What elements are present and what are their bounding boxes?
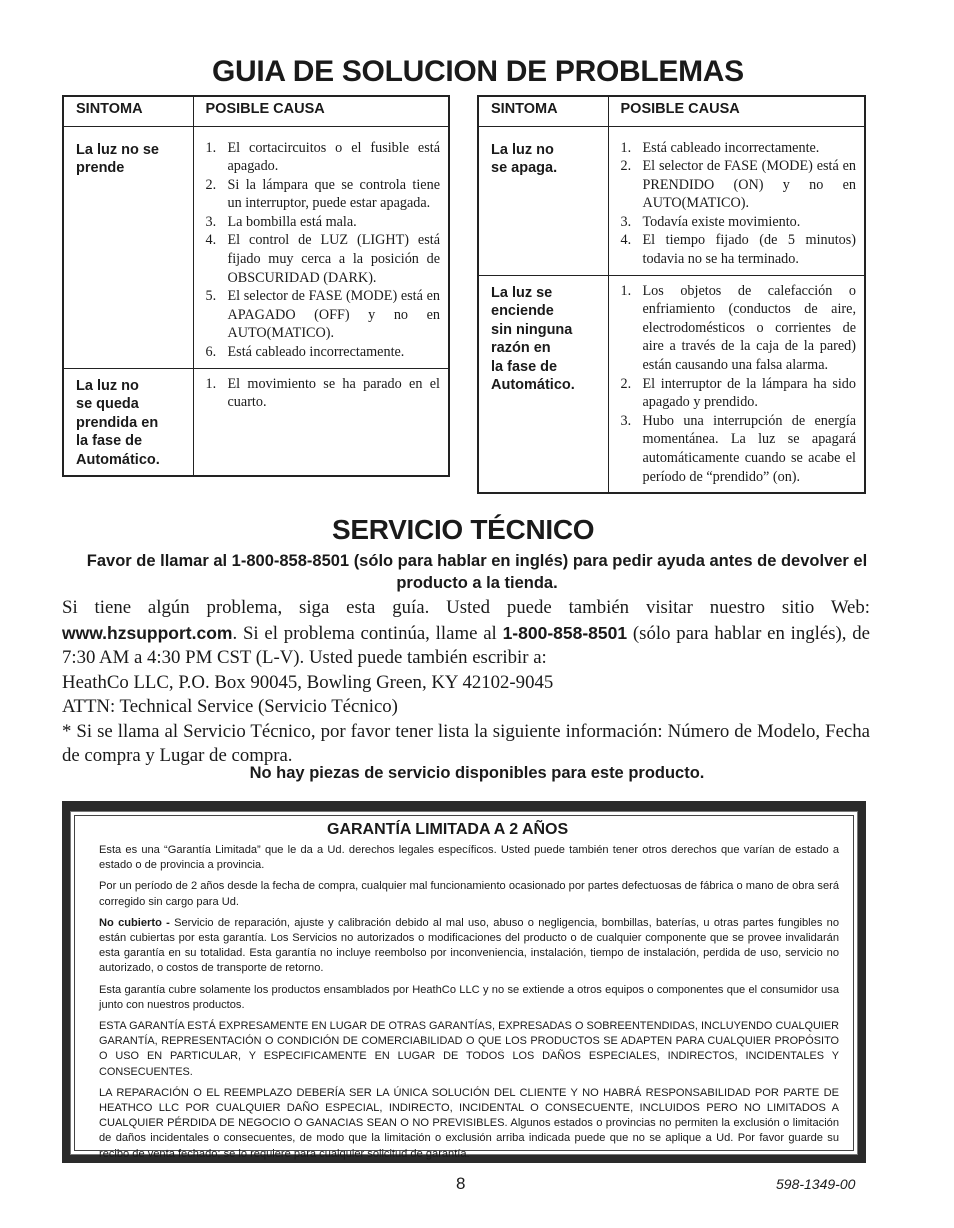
cause-number: 4.	[620, 232, 632, 249]
causes-list	[621, 139, 857, 269]
not-covered-text: Servicio de reparación, ajuste y calibración debido al mal uso, abuso o negligencia, bombillas, baterías, u otras partes fungibles no están cubiertas por esta garantía. Los Servicios no autorizados o modificaciones del producto o de cualquier componente que se provee invalidarán esta garantía en su totalidad. Esta garantía no incluye reembolso por inconveniencia, instalación, tiempo de instalación, perdida de uso, servicio no autorizado, o costos de transporte de retorno.	[99, 916, 839, 975]
cause-number: 2.	[205, 176, 217, 193]
phone-number: 1-800-858-8501	[502, 622, 628, 643]
cause-item	[621, 213, 857, 232]
service-attn: ATTN: Technical Service (Servicio Técnico)	[62, 696, 398, 717]
symptom-cell: La luz se enciende sin ninguna razón en la fase de Automático.	[478, 275, 608, 493]
cause-text: Está cableado incorrectamente.	[642, 139, 820, 156]
cause-text: El selector de FASE (MODE) está en PRENDIDO (ON) y no en AUTO(MATICO).	[642, 158, 856, 212]
cause-text: Está cableado incorrectamente.	[227, 344, 405, 361]
causes-cell	[608, 275, 865, 493]
page-title: GUIA DE SOLUCION DE PROBLEMAS	[212, 55, 744, 88]
warranty-title: GARANTÍA LIMITADA A 2 AÑOS	[327, 821, 569, 838]
table-row	[478, 275, 865, 493]
warranty-paragraph: Esta garantía cubre solamente los productos ensamblados por HeathCo LLC y no se extiende a otros equipos o componentes que el consumidor usa junto con nuestros productos.	[99, 983, 839, 1011]
warranty-body	[99, 843, 839, 1168]
cause-item	[206, 287, 441, 343]
cause-number: 5.	[205, 288, 217, 305]
cause-item	[621, 231, 857, 268]
causes-list	[206, 139, 441, 362]
document-number: 598-1349-00	[776, 1176, 856, 1192]
service-note: * Si se llama al Servicio Técnico, por favor tener lista la siguiente información: Número de Modelo, Fecha de compra y Lugar de compra.	[62, 720, 870, 766]
service-text-a: Si tiene algún problema, siga esta guía. Usted puede también visitar nuestro sitio Web:	[62, 597, 870, 618]
warranty-box	[62, 801, 866, 1163]
service-paragraph	[62, 596, 870, 671]
cause-item	[621, 282, 857, 375]
no-parts-note: No hay piezas de servicio disponibles para este producto.	[249, 764, 705, 782]
cause-number: 2.	[620, 158, 632, 175]
cause-number: 6.	[205, 344, 217, 361]
cause-item	[206, 343, 441, 362]
not-covered-label: No cubierto -	[99, 916, 170, 929]
causes-cell	[193, 368, 449, 476]
symptom-cell: La luz no se prende	[63, 133, 193, 369]
table-row	[63, 368, 449, 476]
troubleshooting-table-right	[477, 95, 866, 494]
cause-text: Si la lámpara que se controla tiene un interruptor, puede estar apagada.	[227, 176, 440, 212]
warranty-paragraph	[99, 1086, 839, 1162]
causes-cell	[193, 133, 449, 369]
header-symptom: SINTOMA	[63, 96, 193, 127]
header-cause: POSIBLE CAUSA	[608, 96, 865, 127]
causes-list	[621, 282, 857, 487]
warranty-text: Algunos estados o provincias no permiten la exclusión o limitación de daños incidentales o consecuentes, de modo que la limitación o exclusión arriba indicada puede que no se aplique a Ud. Por favor guarde su recibo de venta fechado; se lo requiere para cualquier solicitud de garantía.	[99, 1117, 840, 1160]
table-header-row	[478, 96, 865, 127]
troubleshooting-table-left	[62, 95, 450, 477]
symptom-cell: La luz no se queda prendida en la fase de Automático.	[63, 368, 193, 476]
cause-number: 3.	[620, 412, 632, 429]
service-text-b: . Si el problema continúa, llame al	[232, 622, 503, 644]
service-address: HeathCo LLC, P.O. Box 90045, Bowling Green, KY 42102-9045	[62, 671, 554, 693]
cause-text: Todavía existe movimiento.	[642, 213, 801, 230]
symptom-cell: La luz no se apaga.	[478, 133, 608, 276]
cause-text: La bombilla está mala.	[227, 213, 357, 230]
cause-number: 3.	[620, 213, 632, 230]
cause-text: El interruptor de la lámpara ha sido apagado y prendido.	[642, 375, 856, 411]
cause-item	[206, 213, 441, 232]
service-body	[62, 596, 870, 769]
cause-item	[621, 139, 857, 158]
service-call-note: Favor de llamar al 1-800-858-8501 (sólo para hablar en inglés) para pedir ayuda antes de devolver el producto a la tienda.	[86, 552, 868, 592]
warranty-paragraph: Por un período de 2 años desde la fecha de compra, cualquier mal funcionamiento ocasionado por partes defectuosas de fábrica o mano de obra será corregido sin cargo para Ud.	[99, 880, 839, 908]
cause-text: Hubo una interrupción de energía momentánea. La luz se apagará automáticamente cuando se acabe el período de “prendido” (on).	[642, 412, 856, 485]
cause-item	[206, 176, 441, 213]
cause-text: Los objetos de calefacción o enfriamiento (conductos de aire, electrodomésticos o corrientes de aire a través de la caja de la pared) están causando una falsa alarma.	[642, 282, 856, 374]
cause-number: 4.	[205, 232, 217, 249]
cause-number: 1.	[205, 139, 217, 156]
cause-item	[206, 231, 441, 287]
header-symptom: SINTOMA	[478, 96, 608, 127]
website-link[interactable]: www.hzsupport.com	[62, 622, 233, 643]
table-header-row	[63, 96, 449, 127]
cause-text: El tiempo fijado (de 5 minutos) todavia no se ha terminado.	[642, 232, 856, 268]
cause-text: El selector de FASE (MODE) está en APAGADO (OFF) y no en AUTO(MATICO).	[227, 288, 440, 342]
cause-text: El control de LUZ (LIGHT) está fijado muy cerca a la posición de OBSCURIDAD (DARK).	[227, 232, 440, 286]
table-row	[63, 133, 449, 369]
cause-item	[621, 375, 857, 412]
warranty-paragraph: Esta es una “Garantía Limitada” que le da a Ud. derechos legales específicos. Usted puede también tener otros derechos que varían de estado a estado o de provincia a provincia.	[99, 844, 839, 872]
causes-list	[206, 375, 441, 412]
cause-number: 1.	[205, 375, 217, 392]
cause-item	[206, 375, 441, 412]
page-number: 8	[456, 1174, 466, 1193]
cause-item	[206, 139, 441, 176]
header-cause: POSIBLE CAUSA	[193, 96, 449, 127]
service-text-c: (sólo para hablar en inglés), de 7:30 AM a 4:30 PM CST (L-V). Usted puede también escribir a:	[62, 622, 870, 668]
cause-item	[621, 157, 857, 213]
causes-cell	[608, 133, 865, 276]
warranty-paragraph: ESTA GARANTÍA ESTÁ EXPRESAMENTE EN LUGAR DE OTRAS GARANTÍAS, EXPRESADAS O SOBREENTENDIDAS, INCLUYENDO CUALQUIER GARANTÍA, REPRESENTACIÓN O CONDICIÓN DE COMERCIABILIDAD O QUE LOS PRODUCTOS SE ADAPTEN PARA CUALQUIER PROPÓSITO O USO EN PARTICULAR, Y ESPECIFICAMENTE EN LUGAR DE TODOS LOS DAÑOS ESPECIALES, INDIRECTOS, INCIDENTALES Y CONSECUENTES.	[99, 1020, 839, 1078]
cause-text: El cortacircuitos o el fusible está apagado.	[227, 139, 440, 175]
cause-number: 2.	[620, 375, 632, 392]
warranty-paragraph	[99, 916, 839, 977]
service-title: SERVICIO TÉCNICO	[332, 514, 595, 545]
cause-number: 1.	[620, 139, 632, 156]
warranty-caps-text: LA REPARACIÓN O EL REEMPLAZO DEBERÍA SER LA ÚNICA SOLUCIÓN DEL CLIENTE Y NO HABRÁ RESPONSABILIDAD POR PARTE DE HEATHCO LLC POR CUALQUIER DAÑO ESPECIAL, INDIRECTO, INCIDENTAL O CONSECUENTE, INCLUIDOS PERO NO LIMITADOS A CUALQUIER PÉRDIDA DE NEGOCIO O GANACIAS SEAN O NO PREVISIBLES.	[99, 1086, 839, 1130]
cause-item	[621, 412, 857, 486]
cause-number: 1.	[620, 282, 632, 299]
cause-text: El movimiento se ha parado en el cuarto.	[227, 375, 440, 411]
cause-number: 3.	[205, 213, 217, 230]
table-row	[478, 133, 865, 276]
